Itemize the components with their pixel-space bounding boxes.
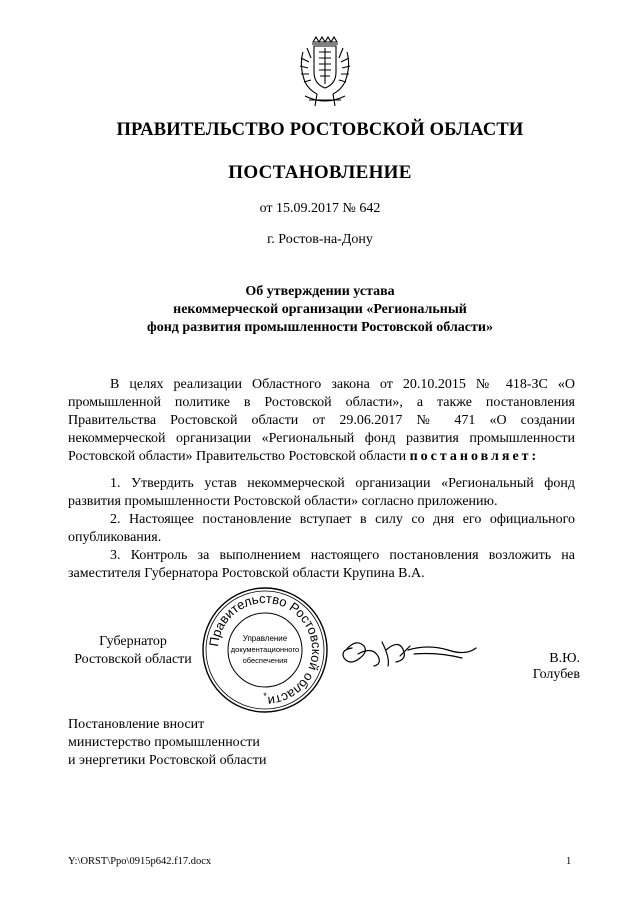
preamble-paragraph xyxy=(68,376,575,466)
submitter-note xyxy=(68,716,266,770)
resolution-verb: постановляет: xyxy=(409,449,540,464)
resolution-item-3: 3. Контроль за выполнением настоящего постановления возложить на заместителя Губернатора Ростовской области Крупина В.А. xyxy=(68,548,575,581)
submitter-note-line: Постановление вносит xyxy=(68,717,205,732)
rostov-region-coat-of-arms-icon xyxy=(295,36,355,110)
signatory-position xyxy=(68,633,198,669)
submitter-note-line: и энергетики Ростовской области xyxy=(68,753,267,768)
handwritten-signature xyxy=(338,628,483,678)
resolution-item-1: 1. Утвердить устав некоммерческой организации «Региональный фонд развития промышленности Ростовской области» согласно приложению. xyxy=(68,476,575,509)
document-type: ПОСТАНОВЛЕНИЕ xyxy=(228,162,412,183)
seal-center-line: Управление xyxy=(242,634,288,643)
signatory-position-line: Ростовской области xyxy=(74,652,192,667)
subject-line: некоммерческой организации «Региональный xyxy=(173,302,467,317)
seal-center-line: документационного xyxy=(230,645,300,654)
document-number-date: от 15.09.2017 № 642 xyxy=(259,201,381,216)
document-subject xyxy=(0,283,640,337)
signatory-name: В.Ю. Голубев xyxy=(532,651,580,682)
submitter-note-line: министерство промышленности xyxy=(68,735,260,750)
signatory-position-line: Губернатор xyxy=(99,634,167,649)
subject-line: Об утверждении устава xyxy=(245,284,395,299)
seal-ring-text: Правительство Ростовской области xyxy=(206,590,325,710)
government-title: ПРАВИТЕЛЬСТВО РОСТОВСКОЙ ОБЛАСТИ xyxy=(116,120,524,140)
preamble-text: В целях реализации Областного закона от 20.10.2015 № 418-ЗС «О промышленной политике в Ростовской области», а также постановления Правительства Ростовской области от 29.06.2017 № 471 «О создании некоммерческой организации «Региональный фонд развития промышленности Ростовской области» Правительство Ростовской области xyxy=(68,377,575,464)
official-seal-stamp xyxy=(201,586,329,714)
page-number: 1 xyxy=(566,856,572,867)
seal-center-line: обеспечения xyxy=(242,656,288,665)
document-city: г. Ростов-на-Дону xyxy=(267,232,373,247)
subject-line: фонд развития промышленности Ростовской области» xyxy=(147,320,493,335)
file-path: Y:\ORST\Ppo\0915p642.f17.docx xyxy=(68,856,212,867)
resolution-item-2: 2. Настоящее постановление вступает в силу со дня его официального опубликования. xyxy=(68,512,575,545)
seal-star-icon: * xyxy=(263,691,267,701)
